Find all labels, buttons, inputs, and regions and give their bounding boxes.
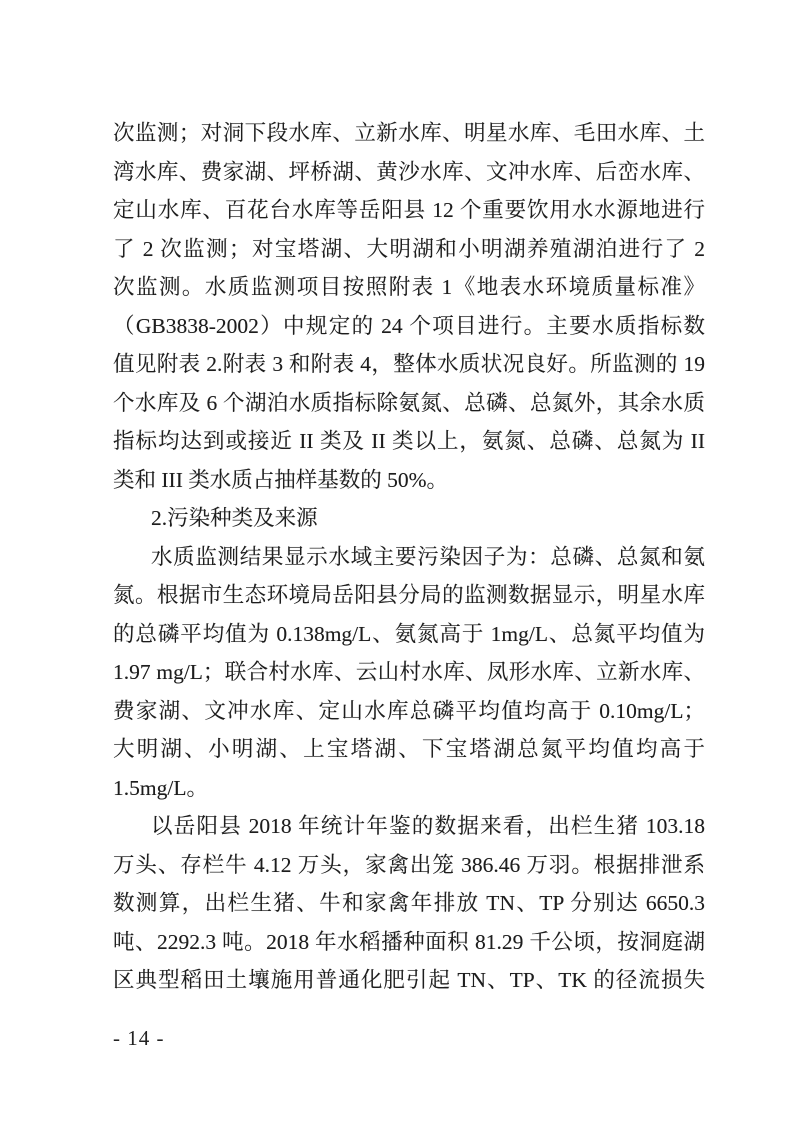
text-block <box>113 114 705 1000</box>
section-heading: 2.污染种类及来源 <box>151 506 318 530</box>
text-line: 次监测。水质监测项目按照附表 1《地表水环境质量标准》 <box>113 275 705 299</box>
text-line: 的总磷平均值为 0.138mg/L、氨氮高于 1mg/L、总氮平均值为 <box>113 621 705 646</box>
text-line: 费家湖、文冲水库、定山水库总磷平均值均高于 0.10mg/L； <box>113 698 705 723</box>
text-line: 吨、2292.3 吨。2018 年水稻播种面积 81.29 千公顷，按洞庭湖 <box>113 929 705 954</box>
text-line: 类和 III 类水质占抽样基数的 50%。 <box>113 467 449 492</box>
text-line: 个水库及 6 个湖泊水质指标除氨氮、总磷、总氮外，其余水质 <box>113 390 705 415</box>
text-line: 区典型稻田土壤施用普通化肥引起 TN、TP、TK 的径流损失 <box>113 968 705 992</box>
text-line: 数测算，出栏生猪、牛和家禽年排放 TN、TP 分别达 6650.3 <box>113 891 705 915</box>
text-line: 湾水库、费家湖、坪桥湖、黄沙水库、文冲水库、后峦水库、 <box>113 159 705 184</box>
text-line: 1.5mg/L。 <box>113 775 208 800</box>
text-line: 1.97 mg/L；联合村水库、云山村水库、凤形水库、立新水库、 <box>113 660 705 684</box>
text-line: 定山水库、百花台水库等岳阳县 12 个重要饮用水水源地进行 <box>113 198 705 222</box>
text-line: 氮。根据市生态环境局岳阳县分局的监测数据显示，明星水库 <box>113 583 705 607</box>
text-line: （GB3838-2002）中规定的 24 个项目进行。主要水质指标数 <box>113 313 705 338</box>
text-line: 万头、存栏牛 4.12 万头，家禽出笼 386.46 万羽。根据排泄系 <box>113 852 705 877</box>
text-line: 值见附表 2.附表 3 和附表 4，整体水质状况良好。所监测的 19 <box>113 352 705 376</box>
page-number: - 14 - <box>113 1026 165 1050</box>
text-line: 水质监测结果显示水域主要污染因子为：总磷、总氮和氨 <box>151 544 705 569</box>
text-line: 指标均达到或接近 II 类及 II 类以上，氨氮、总磷、总氮为 II <box>113 429 705 453</box>
text-line: 以岳阳县 2018 年统计年鉴的数据来看，出栏生猪 103.18 <box>151 814 705 838</box>
text-line: 了 2 次监测；对宝塔湖、大明湖和小明湖养殖湖泊进行了 2 <box>113 236 705 261</box>
text-line: 大明湖、小明湖、上宝塔湖、下宝塔湖总氮平均值均高于 <box>113 737 705 761</box>
text-line: 次监测；对洞下段水库、立新水库、明星水库、毛田水库、土 <box>113 121 705 145</box>
